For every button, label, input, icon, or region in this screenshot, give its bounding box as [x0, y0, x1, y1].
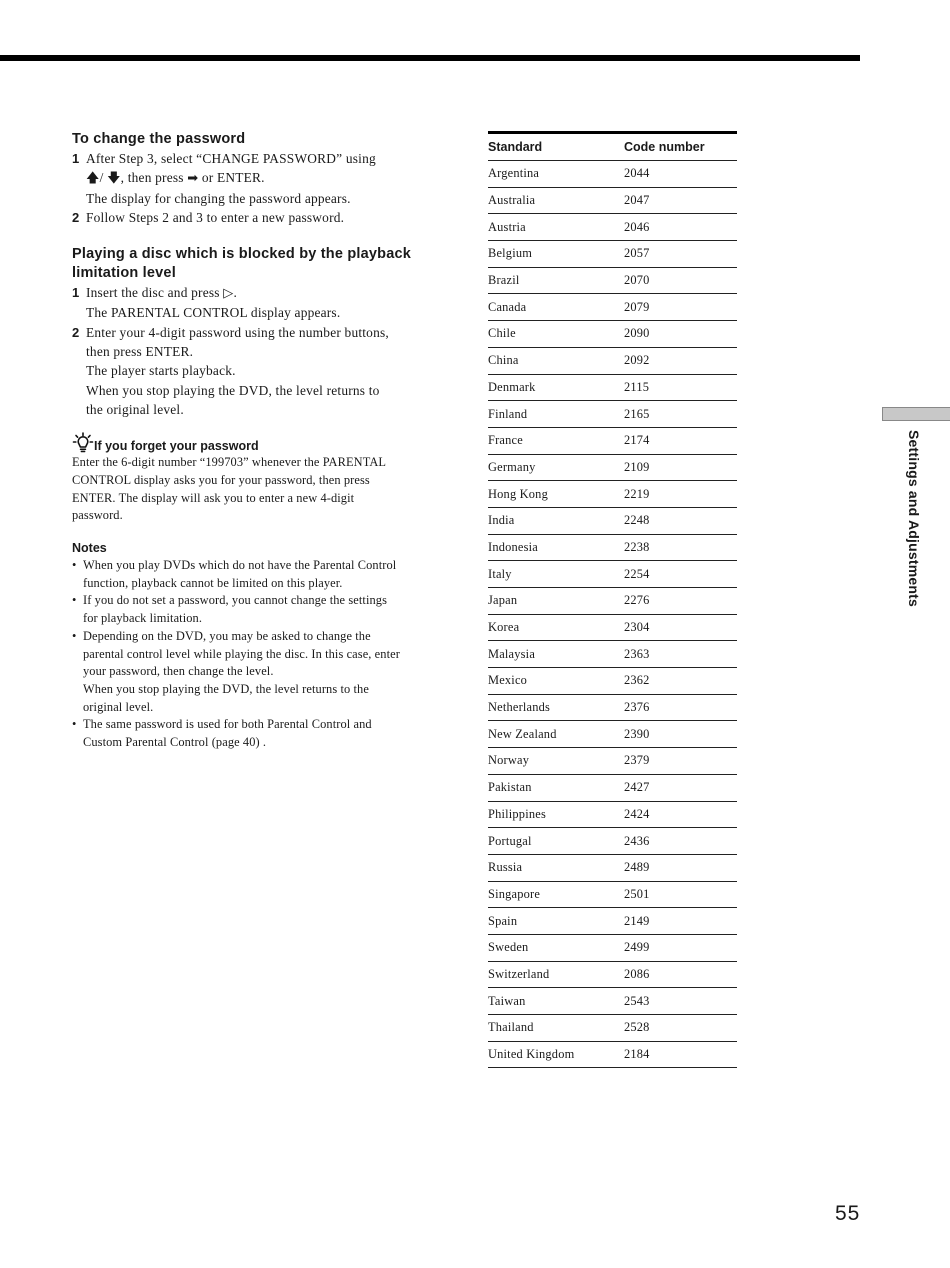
table-row — [488, 534, 737, 561]
country-cell: Finland — [488, 401, 624, 428]
table-row — [488, 241, 737, 268]
country-cell: India — [488, 507, 624, 534]
table-row — [488, 1041, 737, 1068]
code-cell: 2070 — [624, 267, 737, 294]
code-cell: 2115 — [624, 374, 737, 401]
down-arrow-icon: 🡇 — [107, 171, 121, 187]
change-password-title: To change the password — [72, 131, 246, 147]
blocked-disc-step-1 — [72, 283, 442, 323]
section-side-label: Settings and Adjustments — [906, 430, 922, 607]
table-row — [488, 294, 737, 321]
country-cell: Portugal — [488, 828, 624, 855]
notes-title: Notes — [72, 541, 107, 556]
table-row — [488, 507, 737, 534]
code-cell: 2427 — [624, 774, 737, 801]
code-cell: 2149 — [624, 908, 737, 935]
code-cell: 2165 — [624, 401, 737, 428]
code-cell: 2276 — [624, 588, 737, 615]
blocked-disc-step-2 — [72, 323, 442, 419]
note-line: parental control level while playing the disc. In this case, enter — [83, 646, 400, 661]
code-cell: 2304 — [624, 614, 737, 641]
table-row — [488, 1015, 737, 1042]
country-cell: Sweden — [488, 934, 624, 961]
code-cell: 2499 — [624, 934, 737, 961]
note-item — [72, 628, 442, 717]
country-cell: Philippines — [488, 801, 624, 828]
tip-body — [72, 454, 442, 525]
table-row — [488, 934, 737, 961]
top-rule — [0, 55, 860, 61]
code-cell: 2090 — [624, 321, 737, 348]
table-row — [488, 721, 737, 748]
country-cell: New Zealand — [488, 721, 624, 748]
code-cell: 2079 — [624, 294, 737, 321]
step-text-fragment: . — [233, 285, 237, 301]
country-cell: Indonesia — [488, 534, 624, 561]
code-cell: 2057 — [624, 241, 737, 268]
country-cell: Chile — [488, 321, 624, 348]
tip-line: password. — [72, 508, 123, 523]
country-cell: Malaysia — [488, 641, 624, 668]
code-cell: 2092 — [624, 347, 737, 374]
code-cell: 2086 — [624, 961, 737, 988]
note-line: original level. — [83, 699, 154, 714]
country-cell: Netherlands — [488, 694, 624, 721]
table-row — [488, 427, 737, 454]
table-row — [488, 881, 737, 908]
note-line: When you stop playing the DVD, the level returns to the — [83, 682, 369, 696]
country-cell: Taiwan — [488, 988, 624, 1015]
table-row — [488, 801, 737, 828]
country-cell: Brazil — [488, 267, 624, 294]
country-code-table — [488, 131, 737, 1068]
note-line: • If you do not set a password, you cannot change the settings — [83, 593, 387, 608]
note-line: for playback limitation. — [83, 611, 203, 626]
table-row — [488, 187, 737, 214]
up-arrow-icon: 🡅 — [86, 171, 100, 187]
note-line: • Depending on the DVD, you may be asked to change the — [83, 628, 371, 643]
table-row — [488, 854, 737, 881]
code-table — [488, 134, 737, 1068]
note-line: function, playback cannot be limited on this player. — [83, 575, 343, 590]
step-number: 2 — [72, 209, 80, 225]
step-text — [86, 283, 442, 303]
step-text: then press ENTER. — [86, 344, 194, 360]
country-cell: United Kingdom — [488, 1041, 624, 1068]
code-cell: 2376 — [624, 694, 737, 721]
note-item — [72, 716, 442, 751]
code-cell: 2174 — [624, 427, 737, 454]
country-cell: Spain — [488, 908, 624, 935]
code-cell: 2362 — [624, 668, 737, 695]
country-cell: Denmark — [488, 374, 624, 401]
table-row — [488, 694, 737, 721]
step-number: 2 — [72, 324, 80, 340]
tip-line: CONTROL display asks you for your password, then press — [72, 472, 370, 487]
section-tab — [882, 407, 950, 421]
code-cell: 2501 — [624, 881, 737, 908]
note-line: your password, then change the level. — [83, 664, 274, 679]
code-cell: 2046 — [624, 214, 737, 241]
table-row — [488, 374, 737, 401]
code-cell: 2254 — [624, 561, 737, 588]
country-cell: Japan — [488, 588, 624, 615]
step-text: The display for changing the password appears. — [86, 190, 351, 206]
country-cell: Switzerland — [488, 961, 624, 988]
table-row — [488, 961, 737, 988]
country-cell: Mexico — [488, 668, 624, 695]
step-text — [86, 168, 442, 188]
table-row — [488, 214, 737, 241]
step-text-fragment: , then press — [120, 170, 184, 186]
country-cell: China — [488, 347, 624, 374]
code-cell: 2528 — [624, 1015, 737, 1042]
table-row — [488, 668, 737, 695]
notes-list — [72, 557, 442, 752]
country-cell: Canada — [488, 294, 624, 321]
code-cell: 2109 — [624, 454, 737, 481]
step-text: the original level. — [86, 401, 184, 417]
tip-title: If you forget your password — [94, 439, 259, 454]
country-cell: Korea — [488, 614, 624, 641]
code-cell: 2184 — [624, 1041, 737, 1068]
step-text: After Step 3, select “CHANGE PASSWORD” using — [86, 151, 376, 166]
country-cell: Argentina — [488, 161, 624, 188]
code-cell: 2379 — [624, 748, 737, 775]
table-row — [488, 774, 737, 801]
table-row — [488, 347, 737, 374]
country-cell: France — [488, 427, 624, 454]
table-row — [488, 828, 737, 855]
step-text: Follow Steps 2 and 3 to enter a new password. — [86, 209, 345, 225]
tip-header — [72, 432, 442, 454]
country-cell: Italy — [488, 561, 624, 588]
code-cell: 2424 — [624, 801, 737, 828]
code-cell: 2363 — [624, 641, 737, 668]
tip-line: ENTER. The display will ask you to enter a new 4-digit — [72, 490, 355, 505]
table-row — [488, 614, 737, 641]
table-row — [488, 401, 737, 428]
step-text: When you stop playing the DVD, the level returns to — [86, 382, 380, 398]
slash-text: / — [99, 170, 104, 186]
code-cell: 2047 — [624, 187, 737, 214]
table-row — [488, 908, 737, 935]
column-header-standard: Standard — [488, 134, 624, 161]
table-row — [488, 161, 737, 188]
country-cell: Australia — [488, 187, 624, 214]
code-cell: 2390 — [624, 721, 737, 748]
country-cell: Belgium — [488, 241, 624, 268]
column-header-code-number: Code number — [624, 134, 737, 161]
table-header-row — [488, 134, 737, 161]
step-number: 1 — [72, 285, 80, 301]
code-cell: 2219 — [624, 481, 737, 508]
code-cell: 2489 — [624, 854, 737, 881]
instructions-column — [72, 130, 442, 752]
blocked-disc-title-line: Playing a disc which is blocked by the playback — [72, 246, 411, 263]
country-cell: Norway — [488, 748, 624, 775]
country-cell: Austria — [488, 214, 624, 241]
table-body — [488, 161, 737, 1068]
code-cell: 2436 — [624, 828, 737, 855]
table-row — [488, 748, 737, 775]
play-icon: ▷ — [223, 286, 234, 302]
lightbulb-icon — [72, 432, 94, 454]
change-password-step-2 — [72, 208, 442, 227]
tip-line: Enter the 6-digit number “199703” whenever the PARENTAL — [72, 455, 387, 470]
blocked-disc-steps — [72, 283, 442, 419]
country-cell: Singapore — [488, 881, 624, 908]
change-password-step-1 — [72, 149, 442, 208]
note-item — [72, 592, 442, 627]
blocked-disc-title-line: limitation level — [72, 265, 176, 282]
country-cell: Thailand — [488, 1015, 624, 1042]
table-row — [488, 641, 737, 668]
step-text-fragment: Insert the disc and press — [86, 285, 220, 301]
note-line: • The same password is used for both Parental Control and — [83, 717, 372, 732]
note-line: Custom Parental Control (page 40) . — [83, 735, 267, 750]
note-line: • When you play DVDs which do not have the Parental Control — [83, 558, 397, 573]
code-cell: 2543 — [624, 988, 737, 1015]
country-cell: Hong Kong — [488, 481, 624, 508]
country-cell: Pakistan — [488, 774, 624, 801]
step-text-fragment: or ENTER. — [201, 170, 265, 186]
step-text: The player starts playback. — [86, 363, 236, 379]
table-row — [488, 988, 737, 1015]
table-row — [488, 321, 737, 348]
blocked-disc-title — [72, 245, 442, 283]
right-arrow-icon: ➡ — [187, 171, 199, 187]
code-cell: 2044 — [624, 161, 737, 188]
country-cell: Germany — [488, 454, 624, 481]
note-item — [72, 557, 442, 592]
step-number: 1 — [72, 151, 80, 166]
table-row — [488, 481, 737, 508]
country-cell: Russia — [488, 854, 624, 881]
table-row — [488, 267, 737, 294]
code-cell: 2248 — [624, 507, 737, 534]
step-text: Enter your 4-digit password using the number buttons, — [86, 324, 389, 340]
table-row — [488, 588, 737, 615]
page-number: 55 — [835, 1202, 861, 1225]
step-text: The PARENTAL CONTROL display appears. — [86, 305, 341, 321]
code-cell: 2238 — [624, 534, 737, 561]
table-row — [488, 561, 737, 588]
table-row — [488, 454, 737, 481]
change-password-steps — [72, 149, 442, 227]
